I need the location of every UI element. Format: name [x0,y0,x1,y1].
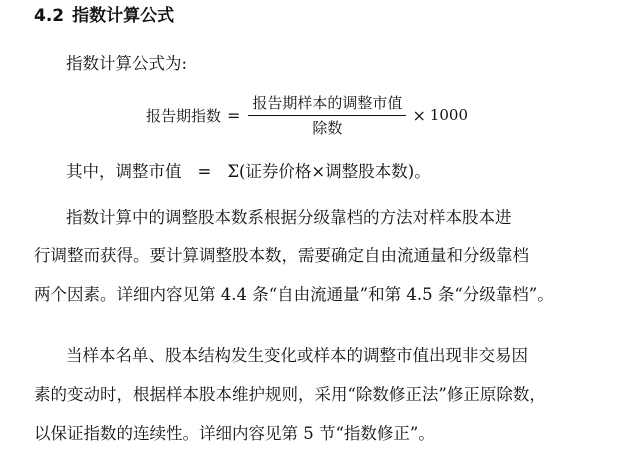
paragraph-line: 两个因素。详细内容见第 4.4 条“自由流通量”和第 4.5 条“分级靠档”。 [34,285,554,304]
section-heading [34,4,174,28]
formula-times-sign: × [412,105,426,125]
paragraph-line: 以保证指数的连续性。详细内容见第 5 节“指数修正”。 [34,424,435,443]
formula-lhs: 报告期指数 [146,106,222,125]
adjustment-expression: Σ(证券价格×调整股本数)。 [227,162,431,181]
paragraph-line: 行调整而获得。要计算调整股本数，需要确定自由流通量和分级靠档 [34,246,529,265]
formula-denominator: 除数 [312,118,343,137]
adjustment-prefix: 其中，调整市值 [66,162,182,181]
formula-numerator: 报告期样本的调整市值 [248,93,406,116]
formula-multiplier: 1000 [429,106,469,124]
paragraph-line: 当样本名单、股本结构发生变化或样本的调整市值出现非交易因 [66,346,528,365]
formula-fraction [248,93,406,138]
formula-intro-text: 指数计算公式为: [66,54,188,73]
adjustment-equals: = [197,162,212,181]
index-formula [146,92,468,138]
paragraph-line: 素的变动时，根据样本股本维护规则，采用“除数修正法”修正原除数， [34,385,546,404]
adjusted-market-value-definition [66,160,431,184]
formula-equals: = [227,105,241,125]
paragraph-line: 指数计算中的调整股本数系根据分级靠档的方法对样本股本进 [66,208,512,227]
section-number: 4.2 [34,6,65,26]
section-title: 指数计算公式 [72,6,175,26]
